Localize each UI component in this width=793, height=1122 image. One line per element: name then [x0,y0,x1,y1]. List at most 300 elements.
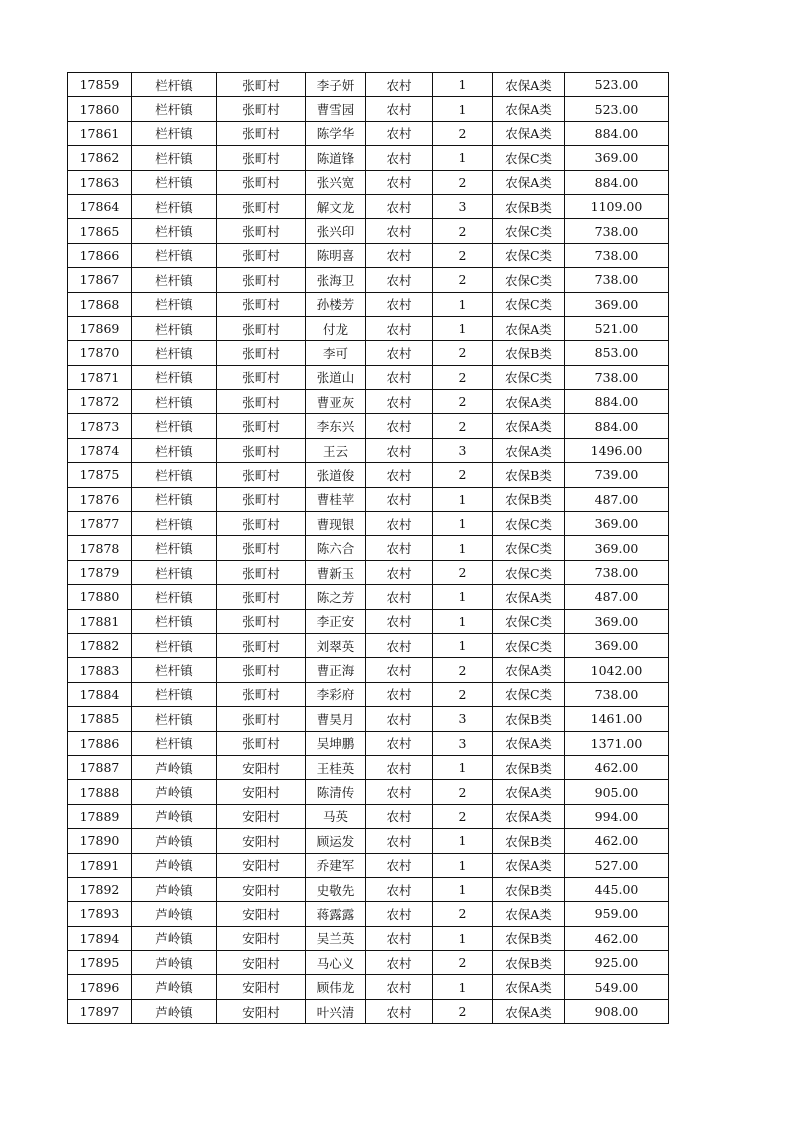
cell-name: 陈清传 [306,780,366,804]
cell-record-id: 17883 [68,658,132,682]
cell-household-type: 农村 [366,707,433,731]
cell-insurance-category: 农保B类 [493,487,565,511]
cell-town: 芦岭镇 [132,951,217,975]
cell-people-count: 1 [433,292,493,316]
cell-record-id: 17877 [68,512,132,536]
cell-people-count: 1 [433,926,493,950]
cell-people-count: 1 [433,536,493,560]
cell-record-id: 17885 [68,707,132,731]
cell-household-type: 农村 [366,170,433,194]
cell-name: 李正安 [306,609,366,633]
cell-household-type: 农村 [366,926,433,950]
cell-name: 曹亚灰 [306,390,366,414]
cell-village: 安阳村 [217,999,306,1023]
cell-people-count: 1 [433,633,493,657]
cell-record-id: 17863 [68,170,132,194]
cell-household-type: 农村 [366,268,433,292]
table-row [68,121,669,145]
cell-people-count: 2 [433,560,493,584]
cell-household-type: 农村 [366,243,433,267]
cell-town: 栏杆镇 [132,121,217,145]
cell-name: 解文龙 [306,194,366,218]
cell-village: 张町村 [217,194,306,218]
cell-village: 安阳村 [217,804,306,828]
cell-household-type: 农村 [366,414,433,438]
cell-people-count: 1 [433,877,493,901]
cell-village: 安阳村 [217,877,306,901]
cell-insurance-category: 农保B类 [493,829,565,853]
cell-village: 张町村 [217,536,306,560]
table-row [68,853,669,877]
cell-village: 张町村 [217,438,306,462]
cell-name: 张兴宽 [306,170,366,194]
cell-insurance-category: 农保C类 [493,219,565,243]
cell-insurance-category: 农保C类 [493,146,565,170]
cell-name: 张兴印 [306,219,366,243]
cell-town: 栏杆镇 [132,731,217,755]
cell-household-type: 农村 [366,560,433,584]
table-body [68,73,669,1024]
cell-household-type: 农村 [366,804,433,828]
cell-name: 吴坤鹏 [306,731,366,755]
cell-household-type: 农村 [366,853,433,877]
cell-insurance-category: 农保B类 [493,707,565,731]
cell-village: 张町村 [217,658,306,682]
cell-amount: 853.00 [565,341,669,365]
cell-insurance-category: 农保A类 [493,780,565,804]
cell-household-type: 农村 [366,780,433,804]
cell-record-id: 17887 [68,755,132,779]
cell-town: 栏杆镇 [132,73,217,97]
cell-people-count: 2 [433,219,493,243]
cell-village: 张町村 [217,292,306,316]
cell-people-count: 1 [433,146,493,170]
cell-amount: 369.00 [565,609,669,633]
table-row [68,268,669,292]
cell-name: 曹新玉 [306,560,366,584]
cell-household-type: 农村 [366,658,433,682]
cell-town: 栏杆镇 [132,487,217,511]
cell-insurance-category: 农保C类 [493,536,565,560]
cell-village: 安阳村 [217,780,306,804]
cell-amount: 487.00 [565,487,669,511]
cell-household-type: 农村 [366,975,433,999]
table-row [68,902,669,926]
cell-household-type: 农村 [366,536,433,560]
cell-amount: 523.00 [565,73,669,97]
cell-people-count: 2 [433,121,493,145]
table-row [68,97,669,121]
cell-insurance-category: 农保A类 [493,975,565,999]
cell-village: 张町村 [217,682,306,706]
cell-insurance-category: 农保A类 [493,853,565,877]
cell-town: 芦岭镇 [132,975,217,999]
cell-insurance-category: 农保C类 [493,243,565,267]
table-row [68,731,669,755]
table-row [68,438,669,462]
cell-household-type: 农村 [366,390,433,414]
cell-village: 张町村 [217,268,306,292]
cell-household-type: 农村 [366,341,433,365]
cell-amount: 738.00 [565,268,669,292]
cell-town: 芦岭镇 [132,902,217,926]
cell-town: 栏杆镇 [132,609,217,633]
cell-amount: 445.00 [565,877,669,901]
cell-village: 张町村 [217,97,306,121]
cell-people-count: 2 [433,243,493,267]
table-row [68,512,669,536]
cell-record-id: 17881 [68,609,132,633]
cell-record-id: 17873 [68,414,132,438]
cell-insurance-category: 农保A类 [493,316,565,340]
cell-name: 张道山 [306,365,366,389]
table-row [68,146,669,170]
cell-people-count: 2 [433,463,493,487]
cell-record-id: 17870 [68,341,132,365]
table-row [68,658,669,682]
cell-town: 栏杆镇 [132,97,217,121]
cell-village: 张町村 [217,731,306,755]
cell-record-id: 17879 [68,560,132,584]
table-row [68,219,669,243]
cell-insurance-category: 农保C类 [493,560,565,584]
cell-village: 张町村 [217,316,306,340]
table-row [68,707,669,731]
cell-insurance-category: 农保A类 [493,390,565,414]
cell-name: 张道俊 [306,463,366,487]
cell-record-id: 17892 [68,877,132,901]
cell-amount: 1109.00 [565,194,669,218]
cell-record-id: 17862 [68,146,132,170]
cell-village: 张町村 [217,585,306,609]
cell-amount: 884.00 [565,121,669,145]
cell-amount: 369.00 [565,512,669,536]
cell-amount: 905.00 [565,780,669,804]
cell-people-count: 1 [433,512,493,536]
cell-insurance-category: 农保B类 [493,194,565,218]
cell-name: 陈六合 [306,536,366,560]
cell-people-count: 1 [433,829,493,853]
table-row [68,829,669,853]
cell-insurance-category: 农保A类 [493,170,565,194]
cell-town: 栏杆镇 [132,243,217,267]
cell-household-type: 农村 [366,438,433,462]
table-row [68,633,669,657]
cell-record-id: 17868 [68,292,132,316]
cell-record-id: 17893 [68,902,132,926]
cell-town: 栏杆镇 [132,682,217,706]
cell-amount: 925.00 [565,951,669,975]
subsidy-table [67,72,669,1024]
cell-record-id: 17884 [68,682,132,706]
cell-amount: 549.00 [565,975,669,999]
cell-name: 蒋露露 [306,902,366,926]
cell-household-type: 农村 [366,219,433,243]
cell-village: 张町村 [217,341,306,365]
cell-town: 栏杆镇 [132,707,217,731]
cell-people-count: 2 [433,902,493,926]
cell-people-count: 1 [433,853,493,877]
cell-name: 曹桂苹 [306,487,366,511]
cell-record-id: 17891 [68,853,132,877]
cell-household-type: 农村 [366,463,433,487]
cell-village: 安阳村 [217,853,306,877]
cell-household-type: 农村 [366,194,433,218]
cell-insurance-category: 农保A类 [493,902,565,926]
cell-town: 栏杆镇 [132,414,217,438]
cell-insurance-category: 农保A类 [493,585,565,609]
cell-amount: 908.00 [565,999,669,1023]
table-row [68,73,669,97]
table-row [68,560,669,584]
cell-people-count: 1 [433,975,493,999]
cell-amount: 1371.00 [565,731,669,755]
cell-people-count: 3 [433,731,493,755]
cell-insurance-category: 农保B类 [493,951,565,975]
cell-town: 栏杆镇 [132,292,217,316]
cell-village: 安阳村 [217,926,306,950]
cell-town: 芦岭镇 [132,877,217,901]
cell-village: 张町村 [217,390,306,414]
table-row [68,243,669,267]
table-row [68,341,669,365]
cell-people-count: 2 [433,780,493,804]
cell-village: 安阳村 [217,975,306,999]
cell-household-type: 农村 [366,633,433,657]
cell-record-id: 17866 [68,243,132,267]
cell-name: 曹雪园 [306,97,366,121]
cell-record-id: 17875 [68,463,132,487]
cell-household-type: 农村 [366,682,433,706]
cell-household-type: 农村 [366,97,433,121]
cell-village: 张町村 [217,121,306,145]
cell-amount: 369.00 [565,536,669,560]
cell-household-type: 农村 [366,73,433,97]
cell-people-count: 2 [433,268,493,292]
cell-household-type: 农村 [366,755,433,779]
cell-insurance-category: 农保A类 [493,731,565,755]
cell-record-id: 17896 [68,975,132,999]
cell-name: 顾运发 [306,829,366,853]
cell-people-count: 2 [433,682,493,706]
cell-name: 李彩府 [306,682,366,706]
cell-town: 栏杆镇 [132,658,217,682]
cell-village: 张町村 [217,463,306,487]
table-row [68,487,669,511]
cell-town: 栏杆镇 [132,585,217,609]
cell-record-id: 17869 [68,316,132,340]
cell-town: 栏杆镇 [132,268,217,292]
cell-village: 张町村 [217,609,306,633]
cell-name: 王云 [306,438,366,462]
cell-town: 栏杆镇 [132,341,217,365]
cell-household-type: 农村 [366,487,433,511]
cell-village: 张町村 [217,633,306,657]
cell-amount: 884.00 [565,414,669,438]
cell-people-count: 2 [433,414,493,438]
cell-amount: 462.00 [565,926,669,950]
cell-amount: 523.00 [565,97,669,121]
cell-people-count: 1 [433,585,493,609]
cell-insurance-category: 农保C类 [493,292,565,316]
table-row [68,414,669,438]
cell-people-count: 2 [433,365,493,389]
cell-village: 安阳村 [217,829,306,853]
cell-insurance-category: 农保C类 [493,512,565,536]
table-row [68,682,669,706]
cell-household-type: 农村 [366,365,433,389]
table-row [68,365,669,389]
cell-insurance-category: 农保C类 [493,609,565,633]
cell-town: 栏杆镇 [132,219,217,243]
table-row [68,804,669,828]
cell-amount: 738.00 [565,560,669,584]
cell-household-type: 农村 [366,316,433,340]
cell-people-count: 1 [433,487,493,511]
cell-insurance-category: 农保B类 [493,341,565,365]
cell-record-id: 17860 [68,97,132,121]
cell-name: 李东兴 [306,414,366,438]
table-row [68,780,669,804]
cell-insurance-category: 农保A类 [493,97,565,121]
cell-people-count: 2 [433,658,493,682]
cell-village: 张町村 [217,487,306,511]
cell-amount: 369.00 [565,292,669,316]
cell-name: 曹现银 [306,512,366,536]
cell-people-count: 3 [433,438,493,462]
cell-record-id: 17889 [68,804,132,828]
table-row [68,390,669,414]
cell-record-id: 17897 [68,999,132,1023]
cell-name: 陈学华 [306,121,366,145]
cell-insurance-category: 农保C类 [493,682,565,706]
table-row [68,536,669,560]
cell-people-count: 3 [433,194,493,218]
cell-insurance-category: 农保A类 [493,999,565,1023]
table-row [68,292,669,316]
cell-village: 张町村 [217,560,306,584]
cell-name: 曹正海 [306,658,366,682]
cell-amount: 738.00 [565,365,669,389]
cell-insurance-category: 农保A类 [493,804,565,828]
cell-record-id: 17882 [68,633,132,657]
cell-record-id: 17886 [68,731,132,755]
cell-name: 叶兴清 [306,999,366,1023]
cell-people-count: 2 [433,341,493,365]
cell-insurance-category: 农保A类 [493,121,565,145]
table-row [68,975,669,999]
cell-people-count: 1 [433,755,493,779]
cell-insurance-category: 农保B类 [493,877,565,901]
cell-village: 张町村 [217,73,306,97]
cell-town: 芦岭镇 [132,755,217,779]
cell-amount: 884.00 [565,390,669,414]
cell-household-type: 农村 [366,951,433,975]
cell-name: 李子妍 [306,73,366,97]
cell-record-id: 17872 [68,390,132,414]
cell-record-id: 17874 [68,438,132,462]
cell-village: 张町村 [217,365,306,389]
cell-record-id: 17865 [68,219,132,243]
cell-name: 陈道锋 [306,146,366,170]
table-row [68,951,669,975]
cell-amount: 369.00 [565,633,669,657]
cell-town: 芦岭镇 [132,780,217,804]
cell-household-type: 农村 [366,999,433,1023]
cell-insurance-category: 农保B类 [493,463,565,487]
cell-household-type: 农村 [366,829,433,853]
cell-insurance-category: 农保A类 [493,438,565,462]
cell-record-id: 17864 [68,194,132,218]
cell-town: 栏杆镇 [132,438,217,462]
cell-people-count: 2 [433,804,493,828]
cell-name: 付龙 [306,316,366,340]
cell-village: 张町村 [217,512,306,536]
cell-record-id: 17876 [68,487,132,511]
cell-people-count: 2 [433,390,493,414]
cell-record-id: 17895 [68,951,132,975]
cell-amount: 884.00 [565,170,669,194]
cell-amount: 487.00 [565,585,669,609]
cell-amount: 527.00 [565,853,669,877]
cell-amount: 369.00 [565,146,669,170]
table-row [68,585,669,609]
cell-name: 顾伟龙 [306,975,366,999]
cell-people-count: 3 [433,707,493,731]
cell-town: 芦岭镇 [132,999,217,1023]
cell-amount: 462.00 [565,755,669,779]
cell-village: 安阳村 [217,902,306,926]
cell-insurance-category: 农保A类 [493,658,565,682]
cell-name: 陈之芳 [306,585,366,609]
cell-amount: 994.00 [565,804,669,828]
cell-amount: 462.00 [565,829,669,853]
cell-name: 史敬先 [306,877,366,901]
cell-name: 马心义 [306,951,366,975]
cell-household-type: 农村 [366,609,433,633]
cell-town: 栏杆镇 [132,316,217,340]
cell-insurance-category: 农保B类 [493,926,565,950]
cell-household-type: 农村 [366,902,433,926]
cell-amount: 1461.00 [565,707,669,731]
cell-town: 栏杆镇 [132,633,217,657]
cell-town: 芦岭镇 [132,804,217,828]
cell-record-id: 17878 [68,536,132,560]
cell-record-id: 17890 [68,829,132,853]
table-row [68,877,669,901]
cell-amount: 738.00 [565,682,669,706]
cell-name: 刘翠英 [306,633,366,657]
cell-people-count: 2 [433,170,493,194]
cell-insurance-category: 农保C类 [493,365,565,389]
table-row [68,316,669,340]
cell-amount: 739.00 [565,463,669,487]
cell-name: 王桂英 [306,755,366,779]
cell-people-count: 2 [433,999,493,1023]
cell-household-type: 农村 [366,585,433,609]
cell-record-id: 17859 [68,73,132,97]
cell-town: 栏杆镇 [132,365,217,389]
cell-household-type: 农村 [366,292,433,316]
table-row [68,755,669,779]
cell-town: 栏杆镇 [132,512,217,536]
cell-village: 张町村 [217,707,306,731]
cell-town: 芦岭镇 [132,926,217,950]
cell-insurance-category: 农保C类 [493,633,565,657]
cell-record-id: 17867 [68,268,132,292]
cell-amount: 521.00 [565,316,669,340]
cell-insurance-category: 农保A类 [493,73,565,97]
